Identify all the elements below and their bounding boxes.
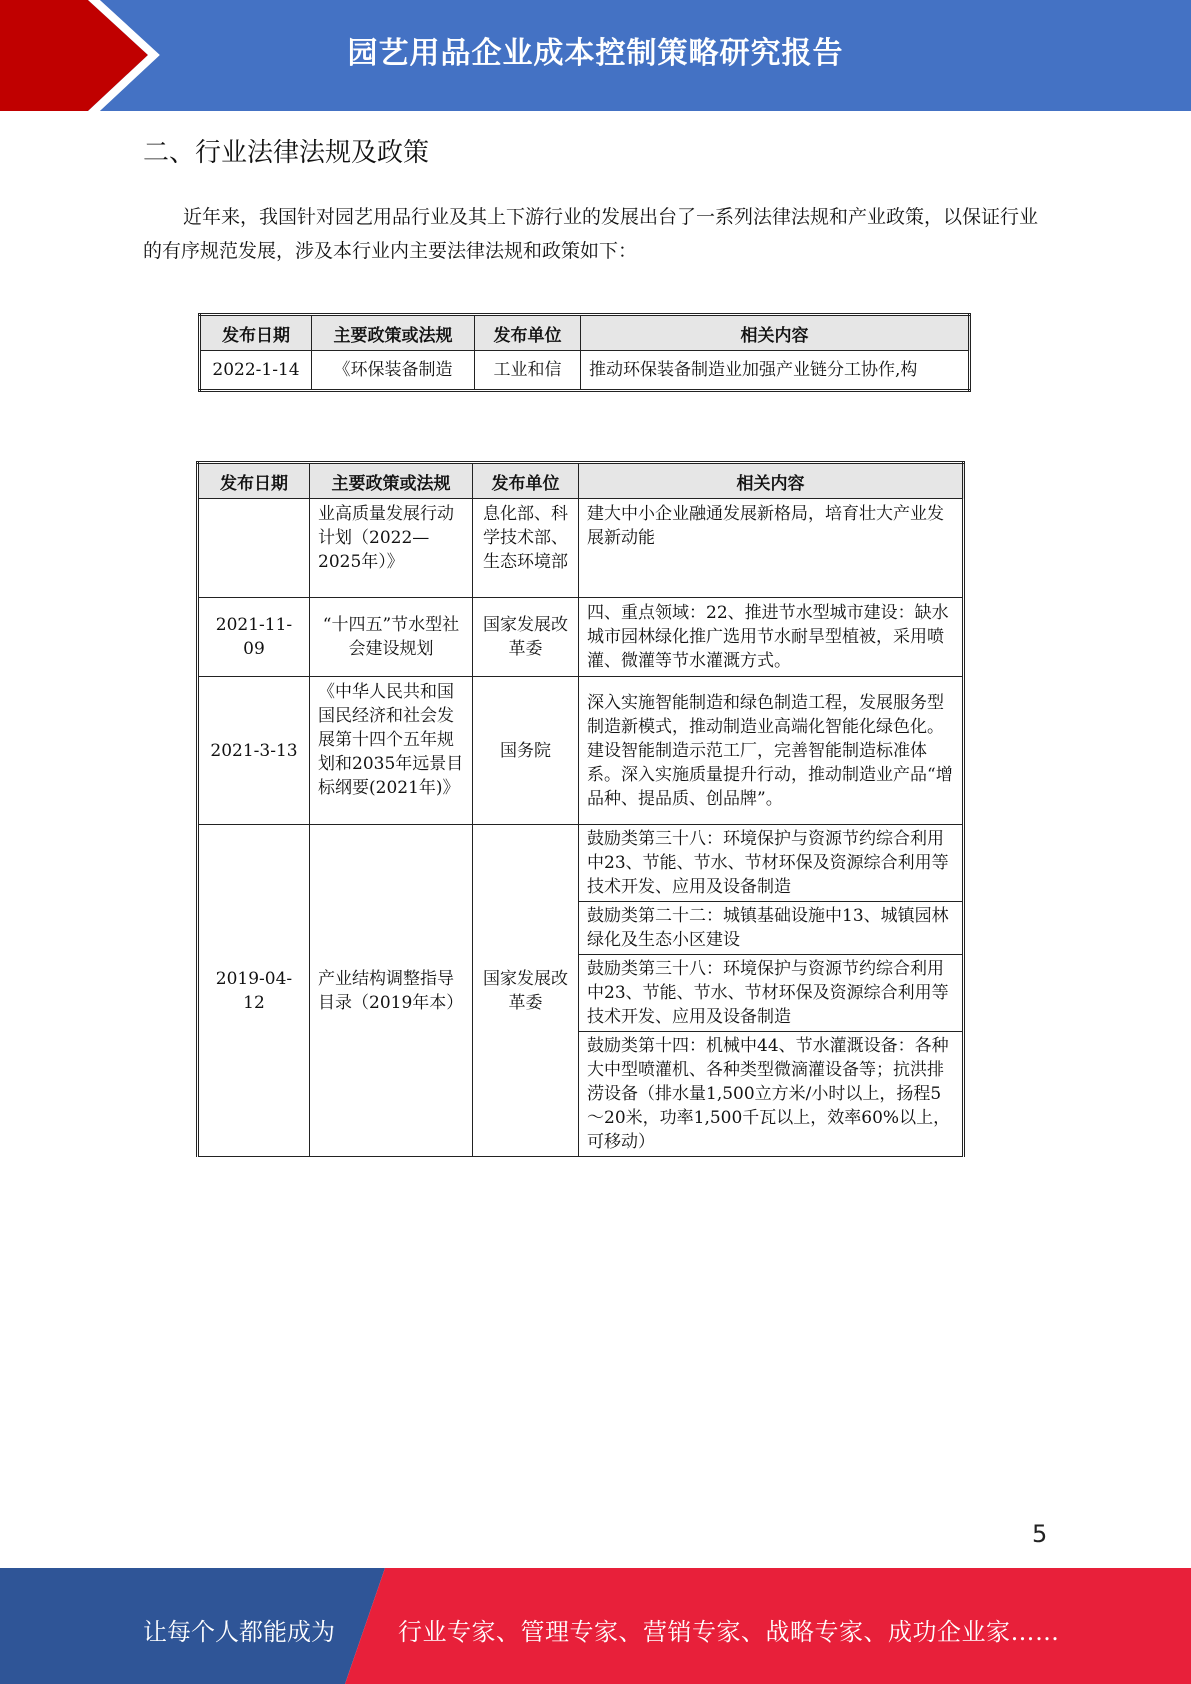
page-footer [0,1568,1191,1684]
cell-policy: 业高质量发展行动计划（2022—2025年）》 [310,499,473,598]
table-header-row [200,315,970,351]
table-row [198,677,964,825]
cell-policy: 产业结构调整指导目录（2019年本） [310,825,473,1157]
table-row [198,825,964,1157]
page-number: 5 [1032,1520,1048,1548]
cell-date: 2021-3-13 [198,677,310,825]
cell-content-group [579,825,964,1157]
header-policy: 主要政策或法规 [312,315,475,351]
cell-issuer: 国家发展改革委 [473,598,579,677]
cell-content: 四、重点领域：22、推进节水型城市建设：缺水城市园林绿化推广选用节水耐旱型植被，采用喷灌、微灌等节水灌溉方式。 [579,598,964,677]
header-content: 相关内容 [581,315,970,351]
section-title: 二、行业法律法规及政策 [143,138,430,168]
policy-table-1 [198,313,971,392]
cell-policy: 《中华人民共和国国民经济和社会发展第十四个五年规划和2035年远景目标纲要(2021年)》 [310,677,473,825]
cell-content: 深入实施智能制造和绿色制造工程，发展服务型制造新模式，推动制造业高端化智能化绿色化。建设智能制造示范工厂，完善智能制造标准体系。深入实施质量提升行动，推动制造业产品“增品种、提品质、创品牌”。 [579,677,964,825]
content-item: 鼓励类第二十二：城镇基础设施中13、城镇园林绿化及生态小区建设 [579,901,962,954]
cell-policy: 《环保装备制造 [312,351,475,391]
cell-issuer: 国务院 [473,677,579,825]
table-row [198,598,964,677]
cell-content: 推动环保装备制造业加强产业链分工协作,构 [581,351,970,391]
content-item: 鼓励类第三十八：环境保护与资源节约综合利用中23、节能、节水、节材环保及资源综合利用等技术开发、应用及设备制造 [579,954,962,1031]
policy-table-2 [196,461,965,1157]
content-item: 鼓励类第三十八：环境保护与资源节约综合利用中23、节能、节水、节材环保及资源综合利用等技术开发、应用及设备制造 [587,829,949,897]
cell-date: 2021-11-09 [198,598,310,677]
cell-date: 2019-04-12 [198,825,310,1157]
cell-issuer: 国家发展改革委 [473,825,579,1157]
table-row [198,499,964,598]
cell-date: 2022-1-14 [200,351,312,391]
cell-issuer: 息化部、科学技术部、生态环境部 [473,499,579,598]
header-policy: 主要政策或法规 [310,463,473,499]
header-date: 发布日期 [200,315,312,351]
content-item: 鼓励类第十四：机械中44、节水灌溉设备：各种大中型喷灌机、各种类型微滴灌设备等；抗洪排涝设备（排水量1,500立方米/小时以上，扬程5～20米，功率1,500千瓦以上，效率60%以上，可移动） [579,1031,962,1156]
page-header [0,0,1191,111]
footer-slogan-right: 行业专家、管理专家、营销专家、战略专家、成功企业家…… [398,1618,1060,1646]
header-content: 相关内容 [579,463,964,499]
cell-policy: “十四五”节水型社会建设规划 [310,598,473,677]
header-issuer: 发布单位 [475,315,581,351]
cell-date [198,499,310,598]
header-date: 发布日期 [198,463,310,499]
intro-paragraph: 近年来，我国针对园艺用品行业及其上下游行业的发展出台了一系列法律法规和产业政策，以保证行业的有序规范发展，涉及本行业内主要法律法规和政策如下： [143,206,1039,262]
table-header-row [198,463,964,499]
cell-issuer: 工业和信 [475,351,581,391]
footer-slogan-left: 让每个人都能成为 [143,1618,335,1646]
header-issuer: 发布单位 [473,463,579,499]
cell-content: 建大中小企业融通发展新格局，培育壮大产业发展新动能 [579,499,964,598]
report-title: 园艺用品企业成本控制策略研究报告 [347,36,844,71]
table-row [200,351,970,391]
